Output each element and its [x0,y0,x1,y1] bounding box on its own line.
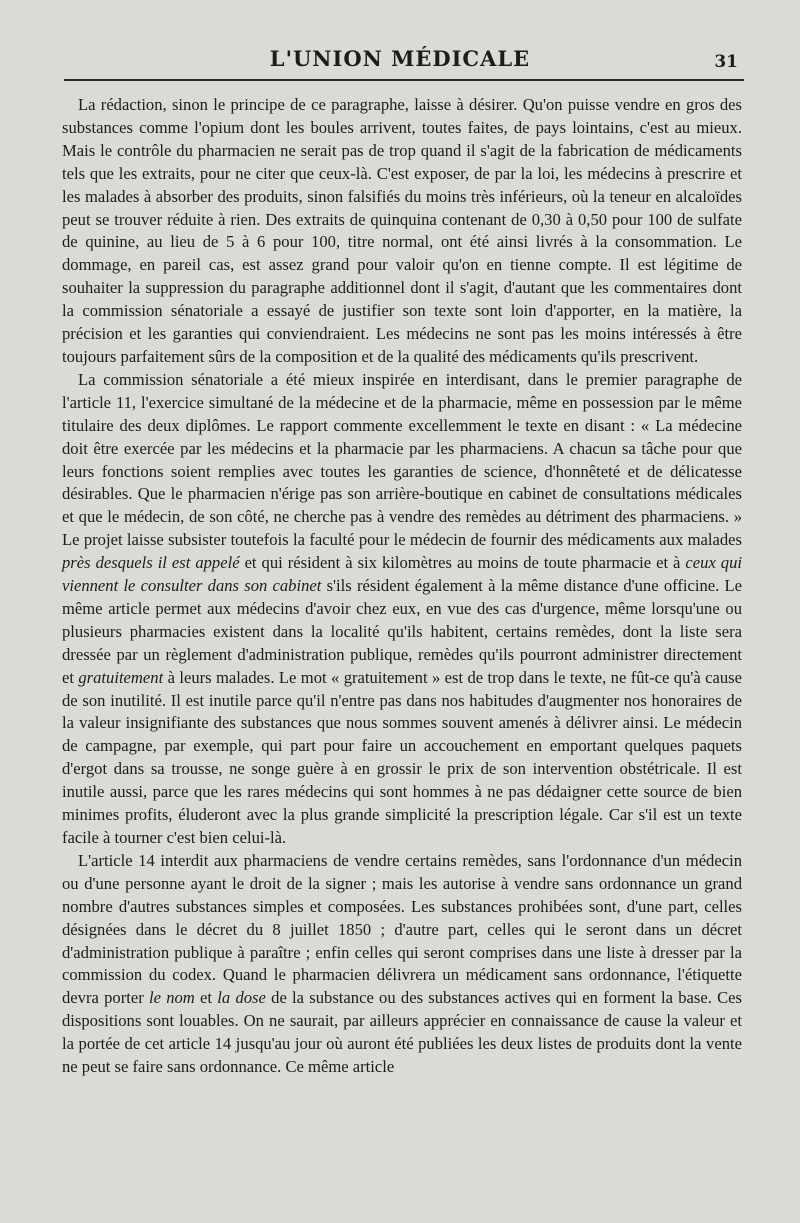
header-rule [64,79,744,81]
page-number: 31 [714,52,738,72]
italic-run: près desquels il est appelé [62,553,240,573]
italic-run: le nom [148,988,195,1008]
italic-run: la dose [217,988,266,1008]
text-run: s'ils résident également à la même distance d'une officine. Le même article permet aux médecins d'avoir chez eux, en vue des cas d'urgence, même lorsqu'une ou plusieurs pharmacies existent dans la localité qu'ils habitent, certains remèdes, dont la liste sera dressée par un règlement d'administration publique, remèdes qu'ils pourront administrer directement et [62,576,742,687]
italic-run: gratuitement [78,667,164,687]
paragraph-1 [62,94,742,369]
text-run: L'article 14 interdit aux pharmaciens de vendre certains remèdes, sans l'ordonnance d'un médecin ou d'une personne ayant le droit de la signer ; mais les autorise à vendre sans ordonnance un grand nombre d'autres substances simples et composées. Les substances prohibées sont, d'une part, celles désignées dans le décret du 8 juillet 1850 ; d'autre part, celles qui le seront dans un décret d'administration publique à paraître ; enfin celles qui seront comprises dans une liste à dresser par la commission du codex. Quand le pharmacien délivrera un médicament sans ordonnance, l'étiquette devra porter [62,850,742,1008]
text-run: La rédaction, sinon le principe de ce paragraphe, laisse à désirer. Qu'on puisse vendre en gros des substances comme l'opium dont les boules arrivent, toutes faites, de pays lointains, c'est au mieux. Mais le contrôle du pharmacien ne serait pas de trop quand il s'agit de la fabrication de médicaments tels que les extraits, pour ne citer que ceux-là. C'est exposer, de par la loi, les médecins à prescrire et les malades à absorber des produits, sinon falsifiés du moins très inférieurs, où la teneur en alcaloïdes peut se trouver réduite à rien. Des extraits de quinquina contenant de 0,30 à 0,50 pour 100 de sulfate de quinine, au lieu de 5 à 6 pour 100, titre normal, ont été ainsi livrés à la consommation. Le dommage, en pareil cas, est assez grand pour valoir qu'on en tienne compte. Il est légitime de souhaiter la suppression du paragraphe additionnel dont il s'agit, d'autant que les commentaires dont la commission sénatoriale a essayé de justifier son texte sont loin d'apporter, en la matière, la précision et les garanties qui conviendraient. Les médecins ne sont pas les moins intéressés à être toujours parfaitement sûrs de la composition et de la qualité des médicaments qu'ils prescrivent. [62,95,742,366]
text-run: de la substance ou des substances actives qui en forment la base. Ces dispositions sont louables. On ne saurait, par ailleurs apprécier en connaissance de cause la valeur et la portée de cet article 14 jusqu'au jour où auront été publiées les deux listes de produits dont la vente ne peut se faire sans ordonnance. Ce même article [62,988,742,1077]
paragraph-2 [62,369,742,850]
running-title: L'UNION MÉDICALE [269,46,531,71]
text-run: et qui résident à six kilomètres au moins de toute pharmacie et à [239,553,686,573]
page-header [0,46,800,76]
paragraph-3 [62,850,742,1079]
text-run: et [194,988,218,1008]
article-body [62,94,742,1079]
text-run: La commission sénatoriale a été mieux inspirée en interdisant, dans le premier paragraphe de l'article 11, l'exercice simultané de la médecine et de la pharmacie, même en possession par le même titulaire des deux diplômes. Le rapport commente excellemment le texte en disant : « La médecine doit être exercée par les médecins et la pharmacie par les pharmaciens. A chacun sa tâche pour que leurs fonctions soient remplies avec toutes les garanties de science, d'honnêteté et de délicatesse désirables. Que le pharmacien n'érige pas son arrière-boutique en cabinet de consultations médicales et que le médecin, de son côté, ne cherche pas à vendre des remèdes au détriment des pharmaciens. » Le projet laisse subsister toutefois la faculté pour le médecin de fournir des médicaments aux malades [62,369,742,550]
text-run: à leurs malades. Le mot « gratuitement » est de trop dans le texte, ne fût-ce qu'à cause de son inutilité. Il est inutile parce qu'il n'entre pas dans nos habitudes d'augmenter nos honoraires de la valeur insignifiante des substances que nous sommes souvent amenés à délivrer ainsi. Le médecin de campagne, par exemple, qui part pour faire un accouchement en emportant quelques paquets d'ergot dans sa trousse, ne songe guère à en grossir le prix de son intervention obstétricale. Il est inutile aussi, parce que les rares médecins qui sont hommes à ne pas dédaigner cette source de bien minimes profits, éluderont avec la plus grande simplicité la prescription légale. Car s'il est un texte facile à tourner c'est bien celui-là. [62,667,742,847]
italic-run: ceux qui viennent le consulter dans son cabinet [62,553,743,596]
